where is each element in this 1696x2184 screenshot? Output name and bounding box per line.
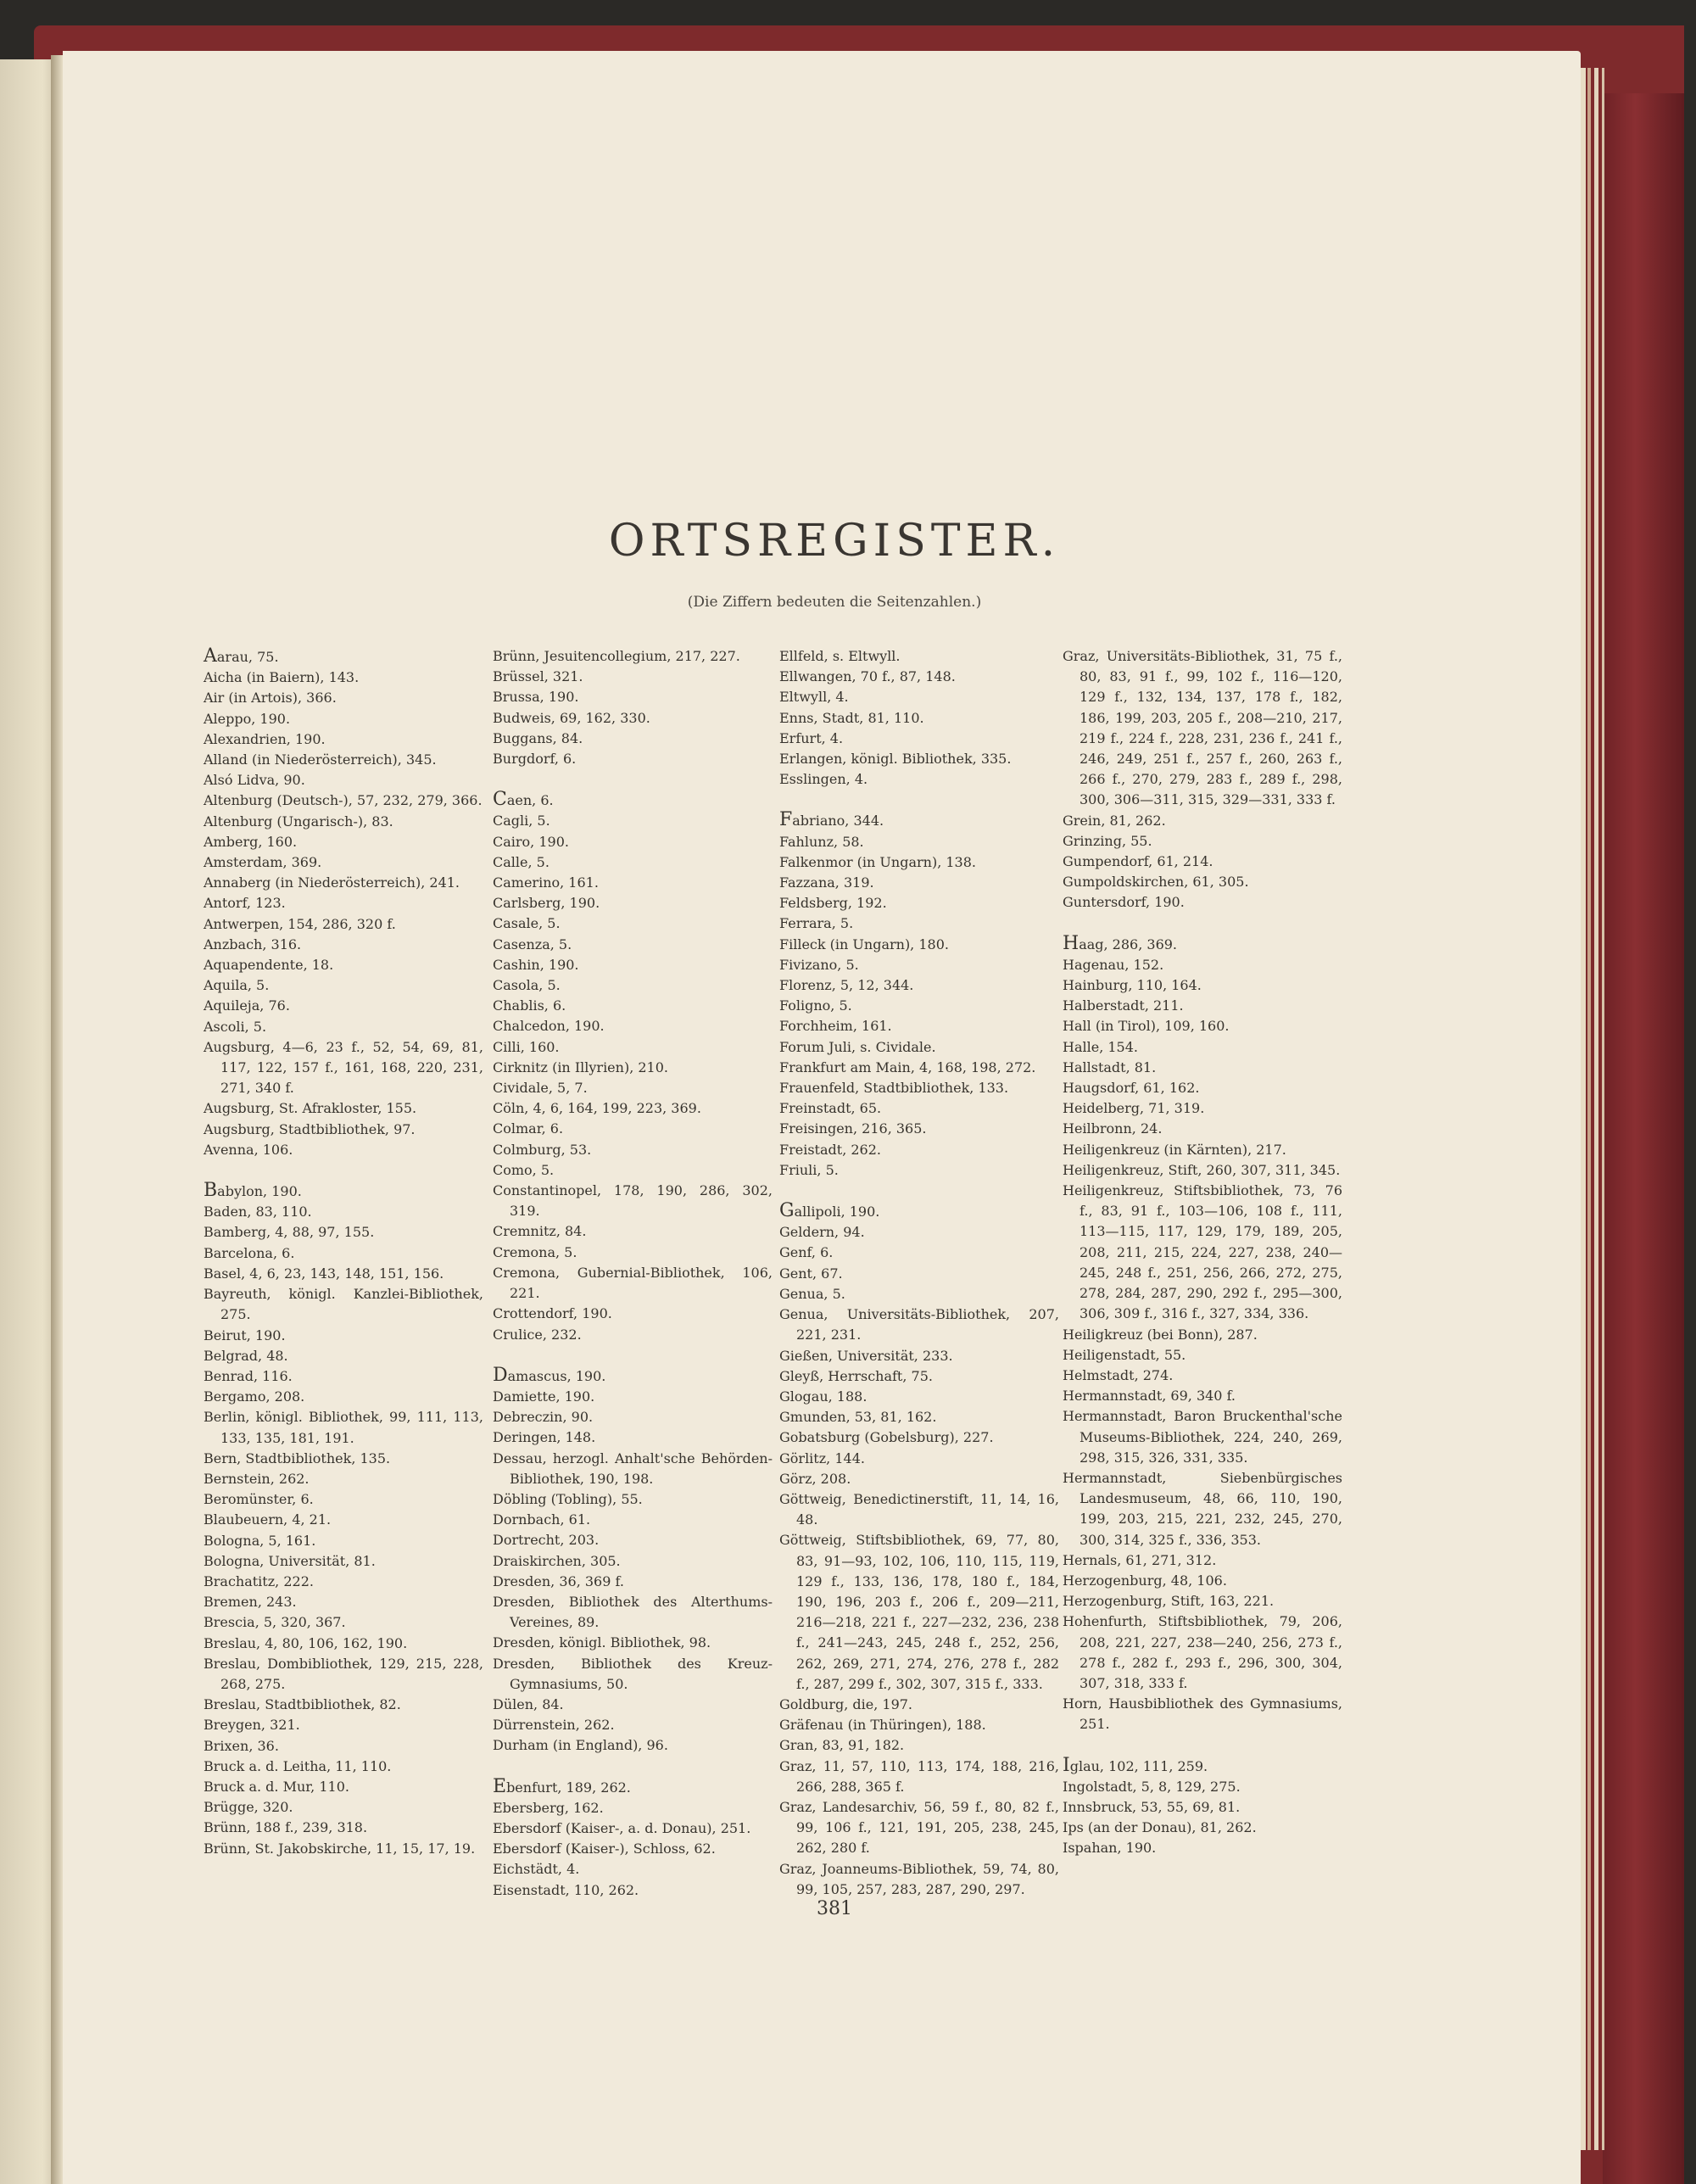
index-entry: Frankfurt am Main, 4, 168, 198, 272. — [779, 1058, 1036, 1075]
index-entry: Göttweig, Benedictinerstift, 11, 14, 16, 48. — [779, 1490, 1059, 1528]
index-entry: Freisingen, 216, 365. — [779, 1120, 927, 1137]
index-entry: Aicha (in Baiern), 143. — [204, 669, 360, 686]
index-entry: Dresden, 36, 369 f. — [493, 1572, 624, 1589]
index-entry: Bernstein, 262. — [204, 1470, 310, 1487]
index-entry: Ebersdorf (Kaiser-), Schloss, 62. — [493, 1840, 716, 1857]
index-column-1 — [204, 646, 483, 1859]
index-entry: Brünn, St. Jakobskirche, 11, 15, 17, 19. — [204, 1840, 476, 1857]
index-entry: Damiette, 190. — [493, 1388, 595, 1405]
index-entry: Bologna, Universität, 81. — [204, 1552, 376, 1569]
index-entry: Heiligenstadt, 55. — [1063, 1346, 1186, 1363]
index-entry: Gleyß, Herrschaft, 75. — [779, 1367, 933, 1384]
index-entry: Casola, 5. — [493, 977, 561, 994]
index-entry: Eichstädt, 4. — [493, 1861, 580, 1878]
index-entry: Heiligkreuz (bei Bonn), 287. — [1063, 1326, 1258, 1343]
index-entry: Avenna, 106. — [204, 1141, 293, 1158]
index-entry: Foligno, 5. — [779, 997, 852, 1014]
index-entry: Casale, 5. — [493, 915, 561, 932]
index-entry: Esslingen, 4. — [779, 771, 868, 788]
index-entry: Aquileja, 76. — [204, 997, 290, 1014]
index-entry: Florenz, 5, 12, 344. — [779, 977, 914, 994]
index-entry: Cöln, 4, 6, 164, 199, 223, 369. — [493, 1100, 701, 1117]
register-page — [63, 51, 1581, 2184]
section-gap — [779, 1181, 1059, 1201]
index-entry: Brünn, 188 f., 239, 318. — [204, 1819, 368, 1836]
index-entry: Brixen, 36. — [204, 1737, 279, 1754]
index-entry: Eltwyll, 4. — [779, 689, 849, 706]
index-entry: Aarau, 75. — [204, 645, 279, 667]
index-entry: Hallstadt, 81. — [1063, 1058, 1157, 1075]
page-title: ORTSREGISTER. — [608, 516, 1061, 567]
index-entry: Görz, 208. — [779, 1470, 851, 1487]
index-entry: Fazzana, 319. — [779, 874, 874, 891]
page-edge-stack — [1581, 68, 1586, 2150]
index-entry: Dessau, herzogl. Anhalt'sche Behörden-Bibliothek, 190, 198. — [493, 1449, 773, 1487]
index-entry: Hernals, 61, 271, 312. — [1063, 1551, 1217, 1568]
index-entry: Ferrara, 5. — [779, 915, 854, 932]
index-entry: Cremona, Gubernial-Bibliothek, 106, 221. — [493, 1264, 773, 1302]
index-entry: Gran, 83, 91, 182. — [779, 1737, 905, 1754]
index-entry: Iglau, 102, 111, 259. — [1063, 1754, 1208, 1776]
index-entry: Grein, 81, 262. — [1063, 812, 1166, 829]
index-entry: Heiligenkreuz (in Kärnten), 217. — [1063, 1141, 1286, 1158]
index-entry: Caen, 6. — [493, 789, 554, 811]
index-entry: Eisenstadt, 110, 262. — [493, 1881, 639, 1898]
index-entry: Annaberg (in Niederösterreich), 241. — [204, 874, 460, 891]
index-entry: Brescia, 5, 320, 367. — [204, 1614, 346, 1631]
section-gap — [204, 1160, 483, 1181]
index-entry: Aleppo, 190. — [204, 710, 291, 727]
section-gap — [1063, 1735, 1342, 1756]
index-entry: Geldern, 94. — [779, 1224, 865, 1241]
index-entry: Ellfeld, s. Eltwyll. — [779, 648, 901, 664]
index-entry: Breslau, Stadtbibliothek, 82. — [204, 1696, 401, 1713]
index-entry: Altenburg (Deutsch-), 57, 232, 279, 366. — [204, 792, 483, 809]
index-entry: Cremnitz, 84. — [493, 1223, 587, 1240]
index-entry: Altenburg (Ungarisch-), 83. — [204, 813, 393, 829]
index-entry: Durham (in England), 96. — [493, 1737, 668, 1754]
index-entry: Goldburg, die, 197. — [779, 1695, 913, 1712]
index-entry: Cirknitz (in Illyrien), 210. — [493, 1058, 668, 1075]
index-entry: Freinstadt, 65. — [779, 1100, 882, 1117]
index-entry: Breslau, Dombibliothek, 129, 215, 228, 268, 275. — [204, 1655, 483, 1692]
index-entry: Dülen, 84. — [493, 1695, 564, 1712]
index-entry: Bruck a. d. Mur, 110. — [204, 1778, 349, 1795]
index-entry: Gießen, Universität, 233. — [779, 1347, 953, 1364]
index-entry: Hermannstadt, 69, 340 f. — [1063, 1388, 1236, 1405]
index-entry: Colmburg, 53. — [493, 1141, 592, 1158]
index-entry: Cashin, 190. — [493, 956, 579, 973]
index-entry: Graz, 11, 57, 110, 113, 174, 188, 216, 266, 288, 365 f. — [779, 1757, 1059, 1795]
index-entry: Augsburg, 4—6, 23 f., 52, 54, 69, 81, 117, 122, 157 f., 161, 168, 220, 231, 271, 340 f. — [204, 1038, 483, 1097]
index-entry: Brüssel, 321. — [493, 668, 583, 685]
index-entry: Brügge, 320. — [204, 1799, 293, 1816]
index-entry: Baden, 83, 110. — [204, 1204, 312, 1220]
index-entry: Brünn, Jesuitencollegium, 217, 227. — [493, 648, 740, 664]
index-entry: Grinzing, 55. — [1063, 832, 1152, 849]
index-entry: Görlitz, 144. — [779, 1449, 865, 1466]
index-entry: Berlin, königl. Bibliothek, 99, 111, 113, 133, 135, 181, 191. — [204, 1409, 483, 1446]
index-entry: Fahlunz, 58. — [779, 833, 864, 850]
index-entry: Halle, 154. — [1063, 1038, 1138, 1055]
index-entry: Herzogenburg, 48, 106. — [1063, 1572, 1227, 1589]
index-entry: Graz, Landesarchiv, 56, 59 f., 80, 82 f., 99, 106 f., 121, 191, 205, 238, 245, 262, 280 f. — [779, 1798, 1059, 1857]
index-entry: Brussa, 190. — [493, 689, 579, 706]
index-entry: Antorf, 123. — [204, 895, 286, 912]
index-entry: Forchheim, 161. — [779, 1018, 892, 1035]
index-entry: Freistadt, 262. — [779, 1141, 881, 1158]
index-entry: Breygen, 321. — [204, 1717, 300, 1734]
index-entry: Gräfenau (in Thüringen), 188. — [779, 1717, 986, 1734]
index-entry: Augsburg, St. Afrakloster, 155. — [204, 1100, 417, 1117]
index-entry: Erfurt, 4. — [779, 729, 844, 746]
index-entry: Bologna, 5, 161. — [204, 1532, 316, 1549]
index-entry: Alexandrien, 190. — [204, 730, 326, 747]
index-entry: Dresden, königl. Bibliothek, 98. — [493, 1634, 711, 1651]
index-entry: Bayreuth, königl. Kanzlei-Bibliothek, 275. — [204, 1286, 483, 1323]
index-entry: Haag, 286, 369. — [1063, 932, 1178, 954]
index-entry: Fabriano, 344. — [779, 809, 884, 831]
index-entry: Casenza, 5. — [493, 936, 572, 952]
index-entry: Crottendorf, 190. — [493, 1305, 612, 1322]
index-entry: Cairo, 190. — [493, 833, 569, 850]
index-entry: Bruck a. d. Leitha, 11, 110. — [204, 1757, 392, 1774]
index-entry: Heiligenkreuz, Stift, 260, 307, 311, 345. — [1063, 1161, 1341, 1178]
book-spine-edge — [1603, 93, 1684, 2184]
index-entry: Bern, Stadtbibliothek, 135. — [204, 1449, 391, 1466]
page-edge-stack — [1594, 68, 1598, 2150]
index-entry: Gumpendorf, 61, 214. — [1063, 853, 1213, 870]
index-entry: Friuli, 5. — [779, 1161, 839, 1178]
index-entry: Helmstadt, 274. — [1063, 1366, 1174, 1383]
index-entry: Gobatsburg (Gobelsburg), 227. — [779, 1429, 994, 1446]
index-entry: Hohenfurth, Stiftsbibliothek, 79, 206, 208, 221, 227, 238—240, 256, 273 f., 278 f., 282 f., 293 f., 296, 300, 304, 307, 318, 333 f. — [1063, 1613, 1342, 1691]
index-entry: Basel, 4, 6, 23, 143, 148, 151, 156. — [204, 1265, 444, 1282]
index-entry: Antwerpen, 154, 286, 320 f. — [204, 915, 396, 932]
index-entry: Dornbach, 61. — [493, 1511, 591, 1528]
section-gap — [779, 790, 1059, 810]
index-entry: Como, 5. — [493, 1161, 555, 1178]
index-entry: Babylon, 190. — [204, 1180, 302, 1202]
index-entry: Amberg, 160. — [204, 833, 298, 850]
index-entry: Dortrecht, 203. — [493, 1532, 600, 1549]
index-entry: Chablis, 6. — [493, 997, 566, 1014]
index-entry: Döbling (Tobling), 55. — [493, 1490, 643, 1507]
page-subtitle: (Die Ziffern bedeuten die Seitenzahlen.) — [687, 594, 982, 611]
index-entry: Heilbronn, 24. — [1063, 1120, 1163, 1137]
index-entry: Falkenmor (in Ungarn), 138. — [779, 853, 976, 870]
index-entry: Buggans, 84. — [493, 729, 583, 746]
index-entry: Hall (in Tirol), 109, 160. — [1063, 1018, 1230, 1035]
index-column-2 — [493, 646, 773, 1901]
page-number: 381 — [817, 1898, 852, 1919]
index-entry: Cremona, 5. — [493, 1243, 577, 1260]
index-entry: Deringen, 148. — [493, 1429, 596, 1446]
index-entry: Ellwangen, 70 f., 87, 148. — [779, 668, 956, 685]
index-entry: Carlsberg, 190. — [493, 895, 600, 912]
index-entry: Benrad, 116. — [204, 1367, 293, 1384]
index-entry: Ebersberg, 162. — [493, 1799, 604, 1816]
index-entry: Forum Juli, s. Cividale. — [779, 1038, 936, 1055]
index-entry: Herzogenburg, Stift, 163, 221. — [1063, 1593, 1275, 1610]
index-entry: Erlangen, königl. Bibliothek, 335. — [779, 751, 1012, 768]
index-entry: Brachatitz, 222. — [204, 1572, 314, 1589]
index-entry: Feldsberg, 192. — [779, 895, 887, 912]
index-entry: Hainburg, 110, 164. — [1063, 977, 1202, 994]
index-entry: Budweis, 69, 162, 330. — [493, 709, 650, 726]
index-entry: Beirut, 190. — [204, 1327, 286, 1343]
index-entry: Gallipoli, 190. — [779, 1200, 880, 1222]
index-entry: Blaubeuern, 4, 21. — [204, 1511, 332, 1528]
index-entry: Genua, Universitäts-Bibliothek, 207, 221, 231. — [779, 1306, 1059, 1343]
index-entry: Hagenau, 152. — [1063, 956, 1164, 973]
index-entry: Dürrenstein, 262. — [493, 1717, 615, 1734]
index-entry: Ascoli, 5. — [204, 1018, 267, 1035]
index-entry: Anzbach, 316. — [204, 936, 302, 952]
index-entry: Guntersdorf, 190. — [1063, 894, 1185, 911]
section-gap — [493, 769, 773, 790]
section-gap — [1063, 913, 1342, 934]
index-entry: Augsburg, Stadtbibliothek, 97. — [204, 1120, 416, 1137]
index-entry: Gent, 67. — [779, 1265, 843, 1282]
index-entry: Bergamo, 208. — [204, 1388, 305, 1405]
index-entry: Cagli, 5. — [493, 813, 550, 829]
index-entry: Halberstadt, 211. — [1063, 997, 1184, 1014]
index-entry: Colmar, 6. — [493, 1120, 564, 1137]
index-column-3 — [779, 646, 1059, 1900]
index-entry: Ispahan, 190. — [1063, 1840, 1157, 1857]
index-entry: Constantinopel, 178, 190, 286, 302, 319. — [493, 1182, 773, 1220]
index-entry: Alsó Lidva, 90. — [204, 772, 305, 789]
index-entry: Cividale, 5, 7. — [493, 1080, 588, 1097]
index-entry: Hermannstadt, Siebenbürgisches Landesmuseum, 48, 66, 110, 190, 199, 203, 215, 221, 232, 245, 270, 300, 314, 325 f., 336, 353. — [1063, 1469, 1342, 1548]
index-entry: Draiskirchen, 305. — [493, 1552, 621, 1569]
index-entry: Amsterdam, 369. — [204, 854, 322, 871]
index-entry: Barcelona, 6. — [204, 1244, 295, 1261]
index-entry: Breslau, 4, 80, 106, 162, 190. — [204, 1634, 408, 1651]
index-entry: Gumpoldskirchen, 61, 305. — [1063, 874, 1249, 891]
index-entry: Ips (an der Donau), 81, 262. — [1063, 1819, 1257, 1836]
index-entry: Crulice, 232. — [493, 1326, 582, 1343]
index-entry: Air (in Artois), 366. — [204, 690, 337, 707]
index-entry: Göttweig, Stiftsbibliothek, 69, 77, 80, 83, 91—93, 102, 106, 110, 115, 119, 129 f., 133, 136, 178, 180 f., 184, 190, 196, 203 f., 206 f., 209—211, 216—218, 221 f., 227—232, 236, 238 f., 241—243, 245, 248 f., 252, 256, 262, 269, 271, 274, 276, 278 f., 282 f., 287, 299 f., 302, 307, 315 f., 333. — [779, 1532, 1059, 1692]
index-entry: Ebenfurt, 189, 262. — [493, 1775, 631, 1797]
section-gap — [493, 1757, 773, 1777]
index-entry: Damascus, 190. — [493, 1364, 606, 1386]
page-edge-stack — [1602, 68, 1604, 2150]
index-entry: Calle, 5. — [493, 853, 550, 870]
index-entry: Filleck (in Ungarn), 180. — [779, 936, 949, 952]
index-entry: Dresden, Bibliothek des Kreuz-Gymnasiums, 50. — [493, 1655, 773, 1692]
index-entry: Burgdorf, 6. — [493, 751, 577, 768]
index-entry: Hermannstadt, Baron Bruckenthal'sche Museums-Bibliothek, 224, 240, 269, 298, 315, 326, 331, 335. — [1063, 1408, 1342, 1466]
index-entry: Fivizano, 5. — [779, 956, 859, 973]
index-entry: Cilli, 160. — [493, 1038, 560, 1055]
index-entry: Ebersdorf (Kaiser-, a. d. Donau), 251. — [493, 1819, 751, 1836]
index-entry: Aquila, 5. — [204, 977, 270, 994]
index-column-4 — [1063, 646, 1342, 1859]
index-entry: Genua, 5. — [779, 1285, 845, 1302]
index-entry: Glogau, 188. — [779, 1388, 868, 1405]
index-entry: Chalcedon, 190. — [493, 1018, 605, 1035]
index-entry: Bamberg, 4, 88, 97, 155. — [204, 1224, 375, 1241]
index-entry: Bremen, 243. — [204, 1594, 297, 1611]
index-entry: Frauenfeld, Stadtbibliothek, 133. — [779, 1080, 1009, 1097]
index-entry: Innsbruck, 53, 55, 69, 81. — [1063, 1798, 1241, 1815]
index-entry: Genf, 6. — [779, 1244, 834, 1261]
index-entry: Graz, Joanneums-Bibliothek, 59, 74, 80, 99, 105, 257, 283, 287, 290, 297. — [779, 1860, 1059, 1897]
index-entry: Alland (in Niederösterreich), 345. — [204, 751, 437, 768]
index-entry: Dresden, Bibliothek des Alterthums-Vereines, 89. — [493, 1593, 773, 1631]
index-entry: Ingolstadt, 5, 8, 129, 275. — [1063, 1778, 1241, 1795]
index-entry: Belgrad, 48. — [204, 1347, 288, 1364]
index-entry: Aquapendente, 18. — [204, 957, 334, 974]
index-entry: Camerino, 161. — [493, 874, 599, 891]
section-gap — [493, 1345, 773, 1366]
index-entry: Heidelberg, 71, 319. — [1063, 1100, 1205, 1117]
index-entry: Enns, Stadt, 81, 110. — [779, 709, 924, 726]
index-entry: Beromünster, 6. — [204, 1491, 314, 1508]
index-entry: Debreczin, 90. — [493, 1409, 594, 1426]
page-edge-stack — [1587, 68, 1591, 2150]
index-entry: Haugsdorf, 61, 162. — [1063, 1080, 1200, 1097]
index-entry: Horn, Hausbibliothek des Gymnasiums, 251. — [1063, 1695, 1342, 1733]
index-entry: Heiligenkreuz, Stiftsbibliothek, 73, 76 f., 83, 91 f., 103—106, 108 f., 111, 113—115, 117, 129, 179, 189, 205, 208, 211, 215, 224, 227, 238, 240—245, 248 f., 251, 256, 266, 272, 275, 278, 284, 287, 290, 292 f., 295—300, 306, 309 f., 316 f., 327, 334, 336. — [1063, 1182, 1342, 1322]
index-entry: Graz, Universitäts-Bibliothek, 31, 75 f., 80, 83, 91 f., 99, 102 f., 116—120, 129 f., 132, 134, 137, 178 f., 182, 186, 199, 203, 205 f., 208—210, 217, 219 f., 224 f., 228, 231, 236 f., 241 f., 246, 249, 251 f., 257 f., 260, 263 f., 266 f., 270, 279, 283 f., 289 f., 298, 300, 306—311, 315, 329—331, 333 f. — [1063, 648, 1342, 808]
index-entry: Gmunden, 53, 81, 162. — [779, 1409, 937, 1426]
